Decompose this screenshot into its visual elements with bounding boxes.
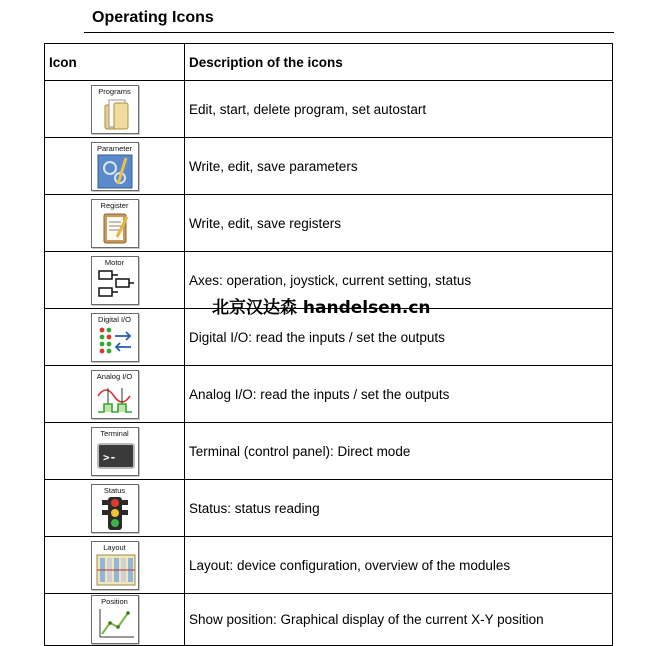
icon-label: Motor [104, 257, 125, 267]
watermark-text: 北京汉达森 handelsen.cn [212, 298, 431, 318]
icon-label: Parameter [96, 143, 132, 153]
analog-io-icon[interactable] [91, 370, 139, 419]
row-description: Write, edit, save registers [185, 195, 613, 252]
table-row [45, 81, 613, 138]
motor-icon[interactable] [91, 256, 139, 305]
col-description-header: Description of the icons [185, 44, 613, 81]
row-description: Analog I/O: read the inputs / set the outputs [185, 366, 613, 423]
col-icon-header: Icon [45, 44, 185, 81]
table-row [45, 423, 613, 480]
icon-label: Programs [98, 86, 131, 96]
page-heading: Operating Icons [92, 9, 214, 26]
icon-label: Terminal [100, 428, 129, 438]
row-description: Terminal (control panel): Direct mode [185, 423, 613, 480]
svg-text:>-: >- [102, 450, 116, 464]
table-row [45, 366, 613, 423]
icon-label: Digital I/O [98, 314, 131, 324]
icon-label: Layout [103, 542, 126, 552]
row-description: Layout: device configuration, overview of the modules [185, 537, 613, 594]
row-description: Show position: Graphical display of the current X-Y position [185, 594, 613, 646]
table-row [45, 594, 613, 646]
row-description: Write, edit, save parameters [185, 138, 613, 195]
table-row [45, 480, 613, 537]
layout-icon[interactable] [91, 541, 139, 590]
icons-table [44, 43, 613, 646]
table-header-row [45, 44, 613, 81]
table-row [45, 195, 613, 252]
heading-rule [84, 32, 614, 33]
table-row [45, 138, 613, 195]
table-row [45, 537, 613, 594]
row-description: Status: status reading [185, 480, 613, 537]
programs-icon[interactable] [91, 85, 139, 134]
register-icon[interactable] [91, 199, 139, 248]
row-description: Edit, start, delete program, set autostart [185, 81, 613, 138]
row-description: Digital I/O: read the inputs / set the outputs [185, 309, 613, 366]
digital-io-icon[interactable] [91, 313, 139, 362]
position-icon[interactable] [91, 595, 139, 644]
terminal-icon[interactable] [91, 427, 139, 476]
icon-label: Status [103, 485, 126, 495]
icon-label: Analog I/O [96, 371, 133, 381]
traffic-light-icon[interactable] [91, 484, 139, 533]
icon-label: Position [101, 597, 128, 606]
row-description: Axes: operation, joystick, current setting, status [185, 252, 613, 309]
parameter-icon[interactable] [91, 142, 139, 191]
icon-label: Register [100, 200, 129, 210]
